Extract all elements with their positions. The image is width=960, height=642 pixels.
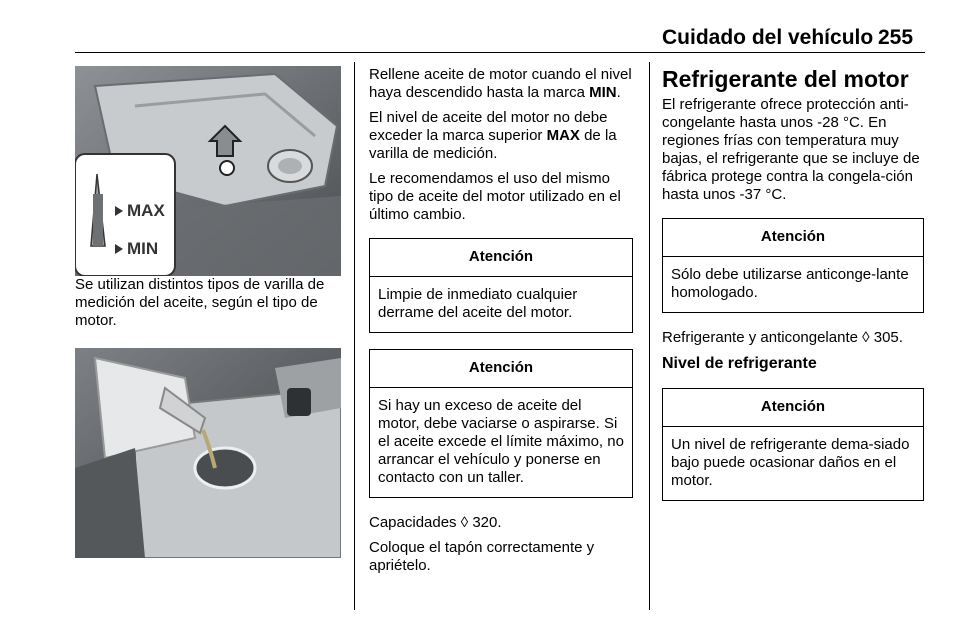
section-heading: Refrigerante del motor	[662, 66, 909, 92]
warning-box	[369, 238, 633, 333]
warning-text: Un nivel de refrigerante dema-siado bajo puede ocasionar daños en el motor.	[671, 436, 910, 489]
oil-filling-figure	[75, 348, 341, 558]
page-reference: 305.	[869, 329, 903, 346]
paragraph-max	[369, 109, 633, 163]
text: Capacidades	[369, 514, 461, 531]
page-reference-icon: ◊	[460, 514, 469, 531]
column-divider	[649, 62, 650, 610]
page-reference-icon: ◊	[862, 329, 870, 346]
warning-title: Atención	[370, 239, 632, 277]
warning-title: Atención	[663, 219, 923, 257]
column-divider	[354, 62, 355, 610]
column-2	[369, 66, 633, 582]
paragraph-antifreeze	[662, 329, 924, 347]
column-1	[75, 66, 341, 558]
figure-caption: Se utilizan distintos tipos de varilla de medición del aceite, según el tipo de motor.	[75, 276, 325, 329]
max-mark-label: MAX	[127, 201, 165, 220]
text: Rellene aceite de motor cuando el nivel haya descendido hasta la marca	[369, 66, 632, 101]
paragraph-coolant: El refrigerante ofrece protección anti-congelante hasta unos -28 °C. En regiones frías con temperatura muy bajas, el refrigerante que se incluye de fábrica protege contra la congela-ción hasta unos -37 °C.	[662, 96, 920, 203]
subsection-heading: Nivel de refrigerante	[662, 355, 817, 372]
warning-box	[662, 388, 924, 501]
column-3	[662, 66, 924, 517]
warning-title: Atención	[370, 350, 632, 388]
paragraph-cap: Coloque el tapón correctamente y apriételo.	[369, 539, 595, 574]
text: El nivel de aceite del motor no debe exceder la marca superior	[369, 109, 608, 144]
text: .	[616, 84, 621, 101]
min-mark-text: MIN	[589, 84, 617, 101]
warning-box	[662, 218, 924, 313]
oil-filling-illustration	[75, 348, 341, 558]
header-title: Cuidado del vehículo	[662, 26, 874, 49]
page-reference: 320.	[468, 514, 502, 531]
paragraph-capacities	[369, 514, 633, 532]
header-rule	[75, 52, 925, 53]
max-mark-text: MAX	[546, 127, 580, 144]
warning-box	[369, 349, 633, 498]
page-number: 255	[878, 26, 914, 49]
paragraph-recommend: Le recomendamos el uso del mismo tipo de aceite del motor utilizado en el último cambio.	[369, 170, 621, 223]
paragraph-refill	[369, 66, 633, 102]
text: de la varilla de medición.	[369, 127, 617, 162]
engine-dipstick-illustration	[75, 66, 341, 276]
warning-text: Limpie de inmediato cualquier derrame del aceite del motor.	[378, 286, 578, 321]
engine-dipstick-figure	[75, 66, 341, 276]
warning-text: Si hay un exceso de aceite del motor, debe vaciarse o aspirarse. Si el aceite excede el límite máximo, no arrancar el vehículo y ponerse en contacto con un taller.	[378, 397, 624, 486]
min-mark-label: MIN	[127, 239, 159, 258]
warning-title: Atención	[663, 389, 923, 427]
warning-text: Sólo debe utilizarse anticonge-lante homologado.	[671, 266, 909, 301]
text: Refrigerante y anticongelante	[662, 329, 863, 346]
